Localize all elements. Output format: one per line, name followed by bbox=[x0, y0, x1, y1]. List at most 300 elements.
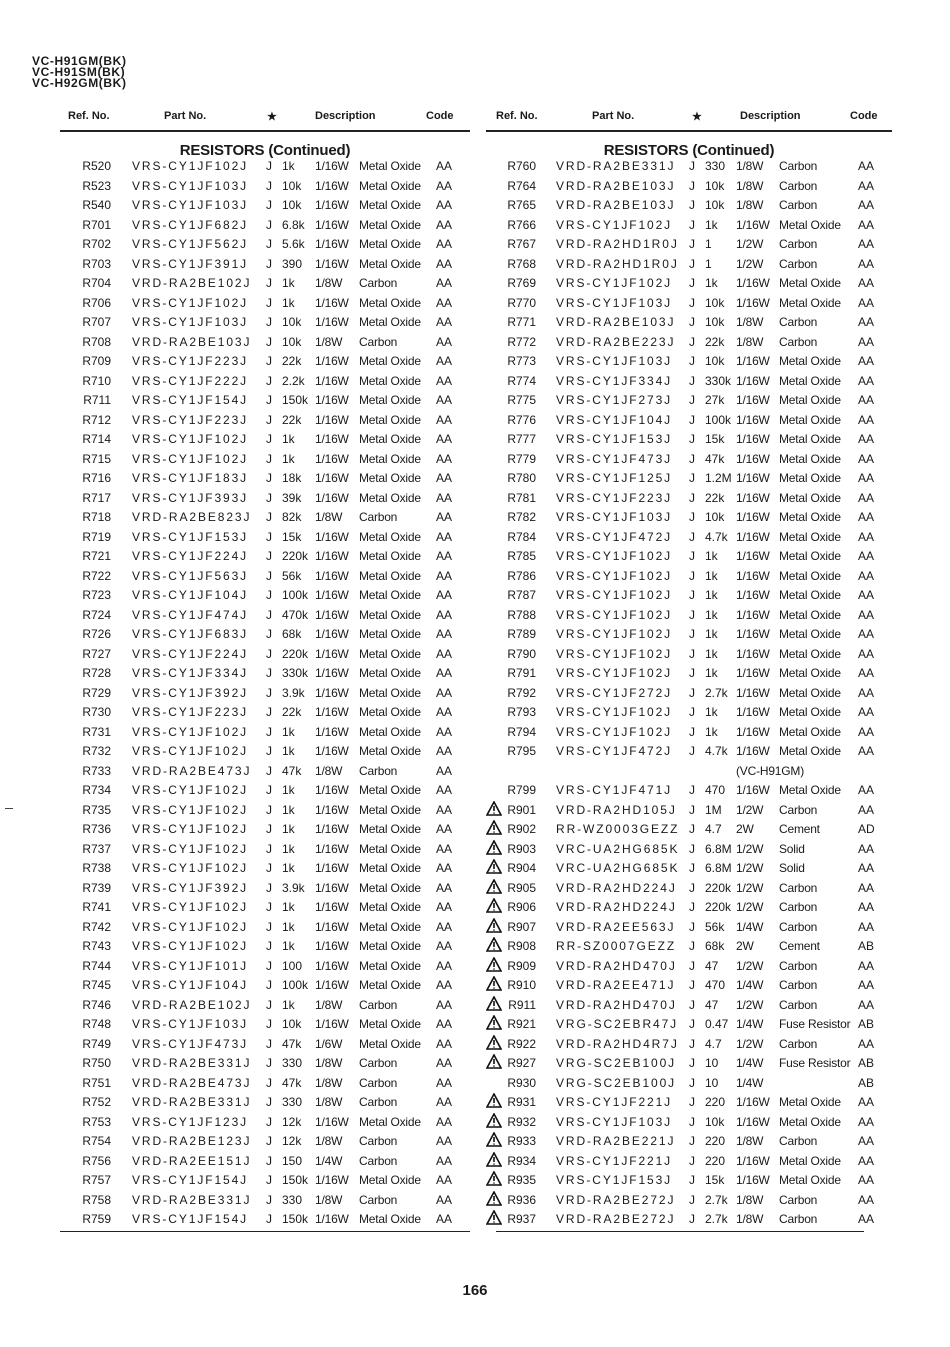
resistor-type: Metal Oxide bbox=[359, 256, 421, 271]
rank-mark: J bbox=[266, 783, 272, 797]
rank-mark: J bbox=[266, 549, 272, 563]
rank-mark: J bbox=[689, 490, 695, 505]
wattage: 1/8W bbox=[315, 1134, 343, 1148]
resistor-type: Metal Oxide bbox=[779, 510, 841, 524]
ref-no: R907 bbox=[507, 919, 536, 934]
part-no: VRS-CY1JF153J bbox=[556, 432, 673, 446]
resistor-type: Metal Oxide bbox=[779, 685, 841, 700]
price-code: AA bbox=[436, 627, 453, 641]
resistor-type: Metal Oxide bbox=[779, 568, 841, 583]
ref-no: R786 bbox=[507, 568, 536, 583]
price-code: AA bbox=[858, 978, 875, 992]
part-no: VRS-CY1JF154J bbox=[132, 1173, 249, 1187]
resistor-type: Carbon bbox=[779, 919, 818, 934]
rank-mark: J bbox=[266, 159, 272, 173]
resistance-value: 12k bbox=[282, 1114, 302, 1129]
price-code: AA bbox=[436, 1056, 453, 1070]
resistance-value: 22k bbox=[282, 705, 302, 719]
part-no: VRS-CY1JF153J bbox=[132, 529, 249, 544]
rank-mark: J bbox=[689, 276, 695, 290]
table-row bbox=[486, 332, 892, 352]
ref-no: R749 bbox=[82, 1036, 111, 1051]
resistance-value: 150k bbox=[282, 393, 309, 407]
description-header: Description bbox=[315, 110, 376, 122]
ref-no: R540 bbox=[82, 198, 111, 212]
resistance-value: 10k bbox=[705, 198, 725, 212]
resistance-value: 10k bbox=[282, 334, 302, 349]
rank-mark: J bbox=[266, 919, 272, 934]
part-no: VRD-RA2BE331J bbox=[556, 159, 676, 173]
rank-mark: J bbox=[689, 666, 695, 680]
part-no: VRD-RA2BE331J bbox=[132, 1056, 252, 1070]
resistor-type: Metal Oxide bbox=[359, 822, 421, 836]
price-code: AA bbox=[858, 646, 875, 661]
column-header bbox=[60, 104, 470, 130]
price-code: AA bbox=[858, 432, 875, 446]
rank-mark: J bbox=[266, 861, 272, 875]
resistor-type: Metal Oxide bbox=[779, 627, 841, 641]
wattage: 1/4W bbox=[736, 919, 764, 934]
resistance-value: 10k bbox=[705, 354, 725, 368]
wattage: 1/16W bbox=[736, 1095, 770, 1109]
wattage: 1/8W bbox=[315, 334, 343, 349]
rank-mark: J bbox=[689, 432, 695, 446]
table-row bbox=[486, 1014, 892, 1034]
resistor-type: Metal Oxide bbox=[359, 354, 421, 368]
price-code: AA bbox=[858, 607, 875, 622]
table-row bbox=[60, 1131, 470, 1151]
ref-no: R719 bbox=[82, 529, 111, 544]
price-code: AA bbox=[436, 978, 453, 992]
resistor-type: Metal Oxide bbox=[359, 315, 421, 329]
wattage: 1/16W bbox=[736, 295, 770, 310]
ref-no: R706 bbox=[82, 295, 111, 310]
rank-mark: J bbox=[266, 510, 272, 524]
part-no: VRD-RA2BE272J bbox=[556, 1192, 676, 1207]
price-code: AD bbox=[858, 822, 875, 836]
part-no: VRS-CY1JF334J bbox=[556, 373, 673, 388]
part-no: VRS-CY1JF123J bbox=[132, 1114, 249, 1129]
resistor-type: Metal Oxide bbox=[779, 1114, 841, 1129]
resistor-type: Metal Oxide bbox=[359, 666, 421, 680]
resistor-type: Metal Oxide bbox=[359, 198, 421, 212]
part-no: VRD-RA2BE103J bbox=[556, 315, 676, 329]
resistance-value: 1k bbox=[705, 549, 718, 563]
ref-no: R795 bbox=[507, 744, 536, 758]
ref-no: R729 bbox=[82, 685, 111, 700]
wattage: 1/8W bbox=[315, 276, 343, 290]
wattage: 1/2W bbox=[736, 880, 764, 895]
safety-warning-icon bbox=[486, 840, 502, 855]
part-no: VRS-CY1JF223J bbox=[132, 354, 249, 368]
wattage: 1/8W bbox=[736, 1134, 764, 1148]
part-no: VRS-CY1JF102J bbox=[132, 724, 249, 739]
ref-no: R721 bbox=[82, 549, 111, 563]
resistor-type: Carbon bbox=[359, 763, 398, 778]
part-no: VRS-CY1JF223J bbox=[132, 412, 249, 427]
resistor-type: Metal Oxide bbox=[359, 1036, 421, 1051]
wattage: 1/16W bbox=[736, 393, 770, 407]
price-code: AA bbox=[858, 997, 875, 1012]
resistor-type: Carbon bbox=[779, 334, 818, 349]
resistance-value: 10k bbox=[705, 178, 725, 193]
resistor-type: Carbon bbox=[359, 334, 398, 349]
ref-no: R909 bbox=[507, 958, 536, 973]
resistor-type: Metal Oxide bbox=[359, 1173, 421, 1187]
part-no: VRD-RA2HD4R7J bbox=[556, 1036, 679, 1051]
rank-mark: J bbox=[266, 685, 272, 700]
price-code: AA bbox=[858, 159, 875, 173]
table-row bbox=[60, 312, 470, 332]
resistor-type: Metal Oxide bbox=[359, 724, 421, 739]
rank-mark: J bbox=[266, 1192, 272, 1207]
resistor-type: Metal Oxide bbox=[359, 217, 421, 232]
part-no: VRS-CY1JF102J bbox=[556, 276, 673, 290]
price-code: AA bbox=[436, 783, 453, 797]
star-header: ★ bbox=[692, 111, 702, 123]
safety-warning-icon bbox=[486, 1132, 502, 1147]
wattage: 1/16W bbox=[736, 529, 770, 544]
resistor-type: Metal Oxide bbox=[359, 919, 421, 934]
part-no: VRS-CY1JF102J bbox=[132, 841, 249, 856]
ref-no: R902 bbox=[507, 822, 536, 836]
ref-no: R903 bbox=[507, 841, 536, 856]
wattage: 1/16W bbox=[736, 373, 770, 388]
wattage: 1/16W bbox=[736, 471, 770, 485]
rank-mark: J bbox=[689, 939, 695, 953]
resistor-type: Metal Oxide bbox=[359, 549, 421, 563]
resistor-type: Carbon bbox=[779, 159, 818, 173]
rank-mark: J bbox=[689, 334, 695, 349]
wattage: 1/16W bbox=[736, 276, 770, 290]
resistor-type: Metal Oxide bbox=[779, 666, 841, 680]
rank-mark: J bbox=[266, 354, 272, 368]
price-code: AA bbox=[436, 1173, 453, 1187]
part-no: VRS-CY1JF102J bbox=[132, 919, 249, 934]
table-row bbox=[486, 468, 892, 488]
resistor-type: Metal Oxide bbox=[779, 744, 841, 758]
table-row bbox=[486, 722, 892, 742]
ref-no: R735 bbox=[82, 802, 111, 817]
part-no: VRS-CY1JF103J bbox=[556, 510, 673, 524]
rank-mark: J bbox=[266, 978, 272, 992]
price-code: AA bbox=[858, 568, 875, 583]
ref-no: R709 bbox=[82, 354, 111, 368]
rank-mark: J bbox=[689, 627, 695, 641]
table-row bbox=[486, 449, 892, 469]
table-row bbox=[486, 839, 892, 859]
wattage: 1/8W bbox=[736, 315, 764, 329]
table-row bbox=[60, 293, 470, 313]
price-code: AA bbox=[436, 1075, 453, 1090]
table-row bbox=[486, 897, 892, 917]
table-row bbox=[486, 254, 892, 274]
resistor-type: Metal Oxide bbox=[359, 393, 421, 407]
part-no: VRS-CY1JF562J bbox=[132, 237, 249, 251]
ref-no: R754 bbox=[82, 1134, 111, 1148]
price-code: AA bbox=[858, 393, 875, 407]
resistance-value: 100k bbox=[705, 412, 732, 427]
resistor-type: Metal Oxide bbox=[359, 880, 421, 895]
price-code: AA bbox=[436, 315, 453, 329]
table-row bbox=[486, 683, 892, 703]
ref-no: R746 bbox=[82, 997, 111, 1012]
table-row bbox=[60, 975, 470, 995]
part-no: VRD-RA2BE331J bbox=[132, 1095, 252, 1109]
table-row bbox=[60, 605, 470, 625]
table-row bbox=[486, 176, 892, 196]
wattage: 1/16W bbox=[315, 159, 349, 173]
resistor-type: Cement bbox=[779, 822, 820, 836]
resistor-type: Metal Oxide bbox=[359, 841, 421, 856]
wattage: 1/8W bbox=[736, 1212, 764, 1226]
resistor-type: Metal Oxide bbox=[359, 178, 421, 193]
ref-no: R739 bbox=[82, 880, 111, 895]
resistance-value: 6.8k bbox=[282, 217, 305, 232]
part-no: VRS-CY1JF103J bbox=[132, 1017, 249, 1031]
resistance-value: 1k bbox=[282, 432, 295, 446]
ref-no: R758 bbox=[82, 1192, 111, 1207]
ref-no: R933 bbox=[507, 1134, 536, 1148]
price-code: AA bbox=[436, 393, 453, 407]
ref-no: R780 bbox=[507, 471, 536, 485]
table-row bbox=[486, 195, 892, 215]
ref-no: R752 bbox=[82, 1095, 111, 1109]
resistance-value: 10k bbox=[282, 178, 302, 193]
wattage: 1/16W bbox=[315, 432, 349, 446]
wattage: 1/16W bbox=[315, 880, 349, 895]
rank-mark: J bbox=[689, 217, 695, 232]
ref-no: R734 bbox=[82, 783, 111, 797]
rank-mark: J bbox=[689, 1173, 695, 1187]
resistance-value: 1k bbox=[282, 724, 295, 739]
resistance-value: 2.7k bbox=[705, 685, 728, 700]
ref-no: R715 bbox=[82, 451, 111, 466]
resistor-type: Metal Oxide bbox=[779, 783, 841, 797]
price-code: AA bbox=[436, 510, 453, 524]
resistance-value: 220 bbox=[705, 1095, 726, 1109]
part-no: VRS-CY1JF392J bbox=[132, 685, 249, 700]
rank-mark: J bbox=[689, 529, 695, 544]
resistance-value: 15k bbox=[705, 432, 725, 446]
rank-mark: J bbox=[689, 568, 695, 583]
part-no: VRS-CY1JF102J bbox=[132, 451, 249, 466]
ref-no: R733 bbox=[82, 763, 111, 778]
rank-mark: J bbox=[266, 958, 272, 973]
code-header: Code bbox=[426, 110, 454, 122]
table-row bbox=[486, 273, 892, 293]
part-no: VRS-CY1JF102J bbox=[556, 588, 673, 602]
table-row bbox=[60, 546, 470, 566]
ref-no: R745 bbox=[82, 978, 111, 992]
price-code: AA bbox=[436, 373, 453, 388]
resistance-value: 330 bbox=[282, 1095, 303, 1109]
rank-mark: J bbox=[266, 1134, 272, 1148]
rank-mark: J bbox=[689, 178, 695, 193]
ref-no: R520 bbox=[82, 159, 111, 173]
wattage: 1/16W bbox=[315, 315, 349, 329]
resistor-type: Metal Oxide bbox=[359, 295, 421, 310]
rank-mark: J bbox=[266, 256, 272, 271]
wattage: 1/16W bbox=[736, 666, 770, 680]
part-no: RR-WZ0003GEZZ bbox=[556, 822, 680, 836]
price-code: AA bbox=[436, 958, 453, 973]
rank-mark: J bbox=[266, 1075, 272, 1090]
ref-no: R718 bbox=[82, 510, 111, 524]
table-row bbox=[60, 1112, 470, 1132]
rank-mark: J bbox=[689, 997, 695, 1012]
rank-mark: J bbox=[266, 1056, 272, 1070]
resistor-type: Fuse Resistor bbox=[779, 1056, 851, 1070]
table-row bbox=[60, 449, 470, 469]
wattage: 1/16W bbox=[315, 861, 349, 875]
table-row bbox=[486, 546, 892, 566]
resistance-value: 1k bbox=[705, 646, 718, 661]
wattage: 1/16W bbox=[315, 822, 349, 836]
resistance-value: 1k bbox=[282, 841, 295, 856]
resistance-value: 330 bbox=[282, 1192, 303, 1207]
price-code: AA bbox=[436, 744, 453, 758]
resistor-type: Metal Oxide bbox=[779, 529, 841, 544]
ref-no: R744 bbox=[82, 958, 111, 973]
rank-mark: J bbox=[266, 217, 272, 232]
part-no: VRD-RA2HD1R0J bbox=[556, 256, 679, 271]
ref-no: R707 bbox=[82, 315, 111, 329]
part-no: VRS-CY1JF272J bbox=[556, 685, 673, 700]
ref-no: R736 bbox=[82, 822, 111, 836]
table-row bbox=[60, 273, 470, 293]
ref-no: R774 bbox=[507, 373, 536, 388]
rank-mark: J bbox=[689, 354, 695, 368]
ref-no: R937 bbox=[507, 1212, 536, 1226]
price-code: AA bbox=[436, 412, 453, 427]
price-code: AA bbox=[858, 900, 875, 914]
resistance-value: 1k bbox=[282, 861, 295, 875]
wattage: 1/16W bbox=[315, 646, 349, 661]
price-code: AA bbox=[858, 276, 875, 290]
ref-no: R703 bbox=[82, 256, 111, 271]
part-no: VRS-CY1JF102J bbox=[132, 744, 249, 758]
ref-no: R730 bbox=[82, 705, 111, 719]
part-no: VRS-CY1JF102J bbox=[556, 627, 673, 641]
ref-no: R905 bbox=[507, 880, 536, 895]
price-code: AA bbox=[436, 471, 453, 485]
price-code: AA bbox=[858, 588, 875, 602]
price-code: AA bbox=[858, 198, 875, 212]
resistance-value: 56k bbox=[282, 568, 302, 583]
price-code: AA bbox=[858, 1192, 875, 1207]
rank-mark: J bbox=[689, 295, 695, 310]
rank-mark: J bbox=[689, 724, 695, 739]
resistance-value: 470 bbox=[705, 978, 726, 992]
part-no: VRD-RA2BE823J bbox=[132, 510, 252, 524]
resistance-value: 1 bbox=[705, 237, 712, 251]
part-no: VRS-CY1JF101J bbox=[132, 958, 249, 973]
resistor-type: Metal Oxide bbox=[779, 1095, 841, 1109]
resistor-type: Carbon bbox=[779, 178, 818, 193]
wattage: 1/8W bbox=[315, 763, 343, 778]
ref-no: R742 bbox=[82, 919, 111, 934]
column-header bbox=[486, 104, 892, 130]
price-code: AA bbox=[858, 705, 875, 719]
ref-no: R753 bbox=[82, 1114, 111, 1129]
wattage: 1/16W bbox=[315, 802, 349, 817]
rank-mark: J bbox=[266, 1173, 272, 1187]
ref-no: R790 bbox=[507, 646, 536, 661]
rank-mark: J bbox=[266, 880, 272, 895]
table-row bbox=[60, 1053, 470, 1073]
part-no: VRS-CY1JF683J bbox=[132, 627, 249, 641]
resistance-value: 220k bbox=[282, 646, 309, 661]
wattage: (VC-H91GM) bbox=[736, 763, 805, 778]
wattage: 1/16W bbox=[315, 627, 349, 641]
wattage: 1/16W bbox=[315, 490, 349, 505]
wattage: 1/16W bbox=[315, 939, 349, 953]
ref-no: R934 bbox=[507, 1153, 536, 1168]
resistance-value: 100k bbox=[282, 588, 309, 602]
resistance-value: 47 bbox=[705, 997, 719, 1012]
price-code: AA bbox=[436, 588, 453, 602]
table-row bbox=[60, 1034, 470, 1054]
ref-no: R773 bbox=[507, 354, 536, 368]
resistor-type: Metal Oxide bbox=[359, 451, 421, 466]
price-code: AA bbox=[436, 1017, 453, 1031]
price-code: AA bbox=[858, 412, 875, 427]
resistance-value: 4.7k bbox=[705, 529, 728, 544]
rank-mark: J bbox=[689, 198, 695, 212]
rank-mark: J bbox=[689, 705, 695, 719]
rank-mark: J bbox=[266, 822, 272, 836]
price-code: AA bbox=[436, 490, 453, 505]
resistance-value: 1k bbox=[705, 607, 718, 622]
resistor-type: Metal Oxide bbox=[359, 900, 421, 914]
table-row bbox=[486, 644, 892, 664]
resistance-value: 1k bbox=[282, 802, 295, 817]
rank-mark: J bbox=[266, 724, 272, 739]
wattage: 1/16W bbox=[315, 451, 349, 466]
wattage: 1/16W bbox=[315, 237, 349, 251]
wattage: 1/16W bbox=[315, 412, 349, 427]
rank-mark: J bbox=[689, 1017, 695, 1031]
resistance-value: 15k bbox=[282, 529, 302, 544]
resistance-value: 330k bbox=[282, 666, 309, 680]
part-no: VRS-CY1JF102J bbox=[132, 861, 249, 875]
price-code: AA bbox=[858, 373, 875, 388]
ref-no: R722 bbox=[82, 568, 111, 583]
table-row bbox=[486, 1112, 892, 1132]
table-row bbox=[486, 156, 892, 176]
part-no: VRS-CY1JF392J bbox=[132, 880, 249, 895]
wattage: 1/16W bbox=[736, 1114, 770, 1129]
resistor-type: Cement bbox=[779, 939, 820, 953]
part-no: VRD-RA2BE103J bbox=[556, 178, 676, 193]
resistor-type: Metal Oxide bbox=[359, 529, 421, 544]
resistor-type: Metal Oxide bbox=[779, 588, 841, 602]
table-row bbox=[60, 683, 470, 703]
rank-mark: J bbox=[689, 1192, 695, 1207]
safety-warning-icon bbox=[486, 1191, 502, 1206]
ref-no: R726 bbox=[82, 627, 111, 641]
wattage: 1/4W bbox=[736, 1056, 764, 1070]
wattage: 1/16W bbox=[736, 1153, 770, 1168]
rank-mark: J bbox=[266, 646, 272, 661]
parts-list-right bbox=[486, 156, 892, 1229]
safety-warning-icon bbox=[486, 1035, 502, 1050]
rank-mark: J bbox=[266, 802, 272, 817]
resistance-value: 47 bbox=[705, 958, 719, 973]
wattage: 1/8W bbox=[736, 159, 764, 173]
price-code: AA bbox=[858, 451, 875, 466]
